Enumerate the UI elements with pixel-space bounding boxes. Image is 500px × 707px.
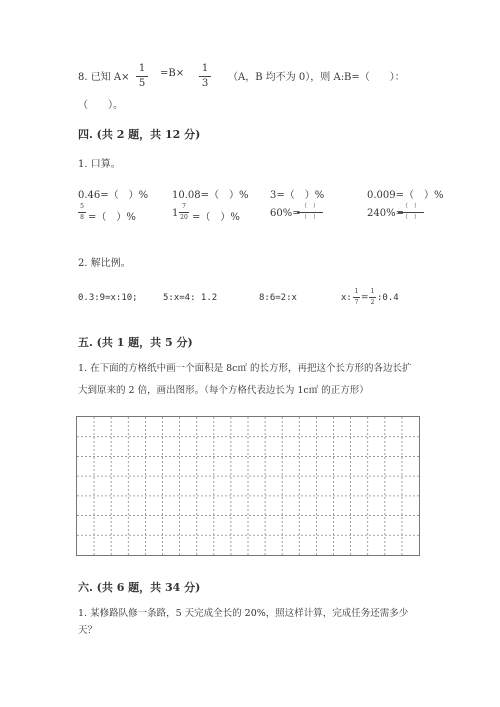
oral-item-7-head: 60%= — [270, 208, 301, 219]
proportion-item-2: 5:x=4: 1.2 — [163, 293, 218, 303]
q8-fraction-2: 1 3 — [199, 64, 211, 89]
s5-q1-line1: 1. 在下面的方格纸中画一个面积是 8c㎡ 的长方形，再把这个长方形的各边长扩 — [78, 363, 412, 374]
section-5-title: 五. (共 1 题，共 5 分) — [78, 336, 193, 349]
q8-condition: （A，B 均不为 0），则 A:B=（ ）： — [228, 72, 405, 83]
oral-item-2: 10.08=（ ）% — [172, 190, 249, 201]
s5-q1-line2: 大到原来的 2 倍，画出图形。（每个方格代表边长为 1c㎡ 的正方形） — [78, 385, 369, 396]
section-4-title: 四. (共 2 题，共 12 分) — [78, 128, 201, 141]
oral-item-6-fraction: 7 20 — [180, 203, 188, 221]
grid-lines — [77, 417, 419, 555]
q8-label: 8. 已知 A× — [78, 72, 130, 83]
proportion-item-3: 8:6=2:x — [259, 293, 297, 303]
oral-item-3: 3=（ ）% — [270, 190, 325, 201]
s4-q2-title: 2. 解比例。 — [78, 258, 131, 269]
oral-item-4: 0.009=（ ）% — [367, 190, 444, 201]
proportion-item-4-fraction-2: 1 2 — [370, 288, 375, 306]
square-grid-paper[interactable] — [76, 416, 420, 556]
s4-q1-title: 1. 口算。 — [78, 159, 121, 170]
proportion-item-4-tail: :0.4 — [377, 293, 399, 303]
q8-line2: （ ）。 — [78, 100, 123, 111]
q8-fraction-1: 1 5 — [136, 64, 148, 89]
s6-q1-line1: 1. 某修路队修一条路，5 天完成全长的 20%，照这样计算，完成任务还需多少 — [78, 608, 409, 619]
proportion-item-4-head: x: — [341, 293, 352, 303]
oral-item-7-fraction: （ ） （ ） — [297, 204, 323, 221]
oral-item-6-whole: 1 — [172, 208, 179, 219]
oral-item-5-tail: =（ ）% — [88, 212, 136, 223]
proportion-item-4-eq: = — [361, 293, 369, 303]
section-6-title: 六. (共 6 题，共 34 分) — [78, 581, 201, 594]
oral-item-8-head: 240%= — [367, 208, 404, 219]
s6-q1-line2: 天？ — [78, 625, 98, 636]
proportion-item-4-fraction-1: 1 7 — [354, 288, 359, 306]
q8-mid: =B× — [160, 68, 185, 79]
proportion-item-1: 0.3:9=x:10; — [78, 293, 138, 303]
oral-item-5-fraction: 5 8 — [78, 204, 86, 221]
oral-item-6-tail: =（ ）% — [192, 212, 240, 223]
oral-item-1: 0.46=（ ）% — [78, 190, 149, 201]
oral-item-8-fraction: （ ） （ ） — [398, 204, 424, 221]
